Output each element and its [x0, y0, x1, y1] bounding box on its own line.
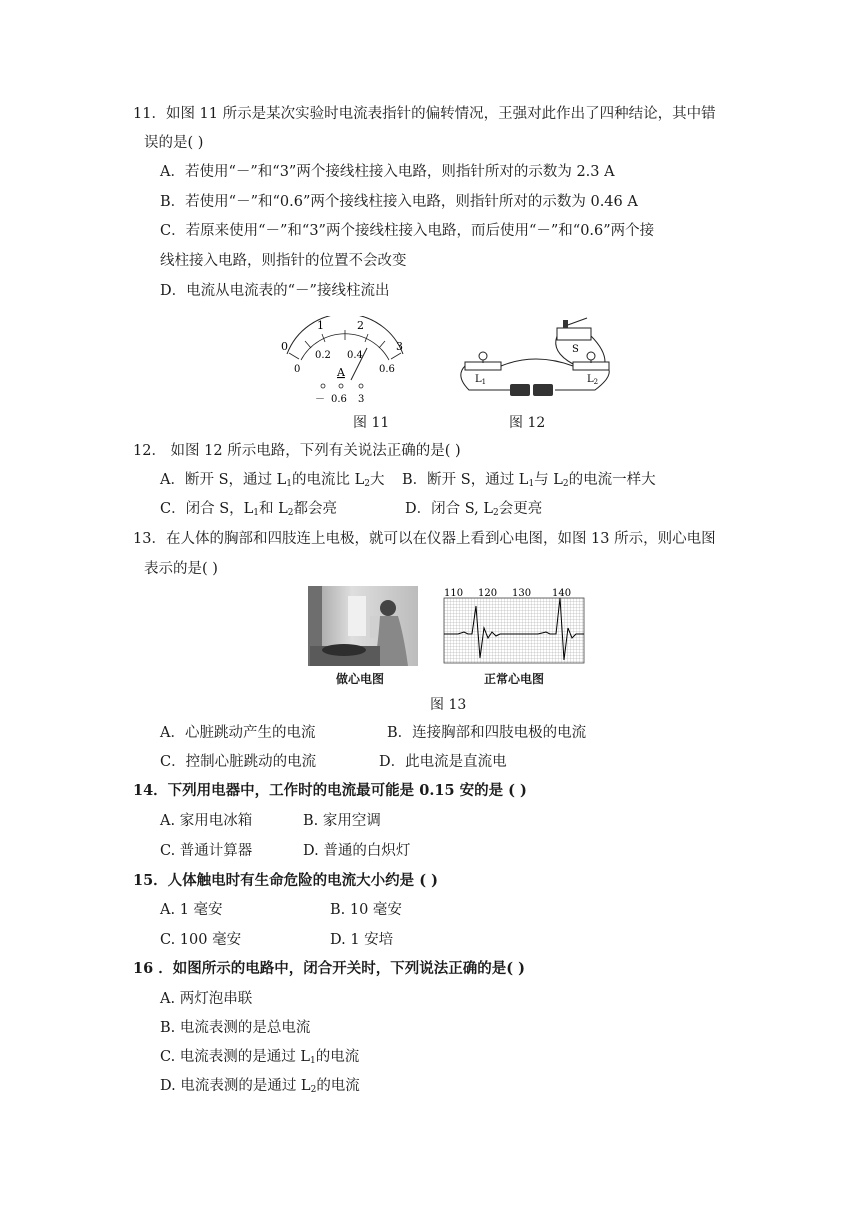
- ecg-caption: 正常心电图: [484, 672, 545, 686]
- q13-option-a: A．心脏跳动产生的电流: [160, 725, 316, 741]
- q14-option-d: D. 普通的白炽灯: [303, 843, 411, 859]
- scale-top-0: 0: [281, 340, 288, 353]
- q16-option-a: A. 两灯泡串联: [160, 991, 253, 1007]
- scale-bottom-0-2: 0.2: [315, 350, 331, 361]
- figure-13-caption: 图 13: [430, 697, 467, 713]
- q12-option-a: A．断开 S，通过 $L_1$的电流比 $L_2$大: [160, 472, 385, 489]
- q14-option-b: B. 家用空调: [303, 813, 381, 829]
- q11-option-d: D．电流从电流表的“－”接线柱流出: [160, 283, 390, 299]
- scale-top-3: 3: [396, 340, 403, 353]
- q16-stem: 16 ．如图所示的电路中，闭合开关时，下列说法正确的是( ): [133, 960, 525, 977]
- figure-11-ammeter: [275, 316, 415, 406]
- scale-bottom-0-6: 0.6: [379, 364, 395, 375]
- q13-stem-line1: 13．在人体的胸部和四肢连上电极，就可以在仪器上看到心电图，如图 13 所示，则心电图: [133, 531, 716, 547]
- q16-option-c: C. 电流表测的是通过 $L_1$的电流: [160, 1049, 360, 1066]
- ecg-tick-110: 110: [444, 588, 464, 599]
- q11-stem-line1: 11．如图 11 所示是某次实验时电流表指针的偏转情况，王强对此作出了四种结论，其中错: [133, 106, 716, 122]
- scale-bottom-0: 0: [294, 364, 301, 375]
- figure-11-caption: 图 11: [353, 415, 390, 431]
- photo-caption: 做心电图: [336, 672, 385, 686]
- ecg-tick-140: 140: [552, 588, 572, 599]
- q15-option-d: D. 1 安培: [330, 932, 394, 948]
- q13-stem-line2: 表示的是( ): [144, 561, 218, 577]
- scale-top-1: 1: [317, 319, 324, 332]
- scale-top-2: 2: [357, 319, 364, 332]
- meter-label: A: [337, 366, 345, 379]
- figure-12-caption: 图 12: [509, 415, 546, 431]
- q15-stem: 15．人体触电时有生命危险的电流大小约是 ( ): [133, 872, 438, 889]
- q14-option-a: A. 家用电冰箱: [160, 813, 253, 829]
- q15-option-c: C. 100 毫安: [160, 932, 242, 948]
- terminal-3: 3: [358, 394, 365, 405]
- switch-label: S: [572, 344, 579, 355]
- q16-option-b: B. 电流表测的是总电流: [160, 1020, 311, 1036]
- q13-option-d: D．此电流是直流电: [379, 754, 507, 770]
- terminal-minus: －: [315, 394, 325, 405]
- q11-option-b: B．若使用“－”和“0.6”两个接线柱接入电路，则指针所对的示数为 0.46 A: [160, 194, 638, 210]
- q16-option-d: D. 电流表测的是通过 $L_2$的电流: [160, 1078, 360, 1095]
- terminal-0-6: 0.6: [331, 394, 347, 405]
- q12-option-d: D．闭合 S, $L_2$会更亮: [405, 501, 543, 518]
- q12-option-b: B．断开 S，通过 $L_1$与 $L_2$的电流一样大: [402, 472, 656, 489]
- q11-option-a: A．若使用“－”和“3”两个接线柱接入电路，则指针所对的示数为 2.3 A: [160, 164, 615, 180]
- ecg-tick-130: 130: [512, 588, 532, 599]
- q13-option-b: B．连接胸部和四肢电极的电流: [387, 725, 587, 741]
- lamp2-label: $L_2$: [587, 374, 599, 386]
- q12-stem: 12． 如图 12 所示电路，下列有关说法正确的是( ): [133, 443, 461, 459]
- q11-option-c-line1: C．若原来使用“－”和“3”两个接线柱接入电路，而后使用“－”和“0.6”两个接: [160, 223, 655, 239]
- scale-bottom-0-4: 0.4: [347, 350, 363, 361]
- q15-option-b: B. 10 毫安: [330, 902, 402, 918]
- ecg-photo: [308, 586, 418, 666]
- q13-option-c: C．控制心脏跳动的电流: [160, 754, 317, 770]
- lamp1-label: $L_1$: [475, 374, 487, 386]
- q11-stem-line2: 误的是( ): [144, 135, 204, 151]
- q11-option-c-line2: 线柱接入电路，则指针的位置不会改变: [160, 253, 407, 269]
- figure-12-circuit: [455, 316, 615, 406]
- q12-option-c: C．闭合 S，$L_1$和 $L_2$都会亮: [160, 501, 337, 518]
- q15-option-a: A. 1 毫安: [160, 902, 223, 918]
- ecg-tick-120: 120: [478, 588, 498, 599]
- ecg-chart: [438, 586, 588, 666]
- q14-stem: 14．下列用电器中，工作时的电流最可能是 0.15 安的是 ( ): [133, 782, 527, 799]
- q14-option-c: C. 普通计算器: [160, 843, 253, 859]
